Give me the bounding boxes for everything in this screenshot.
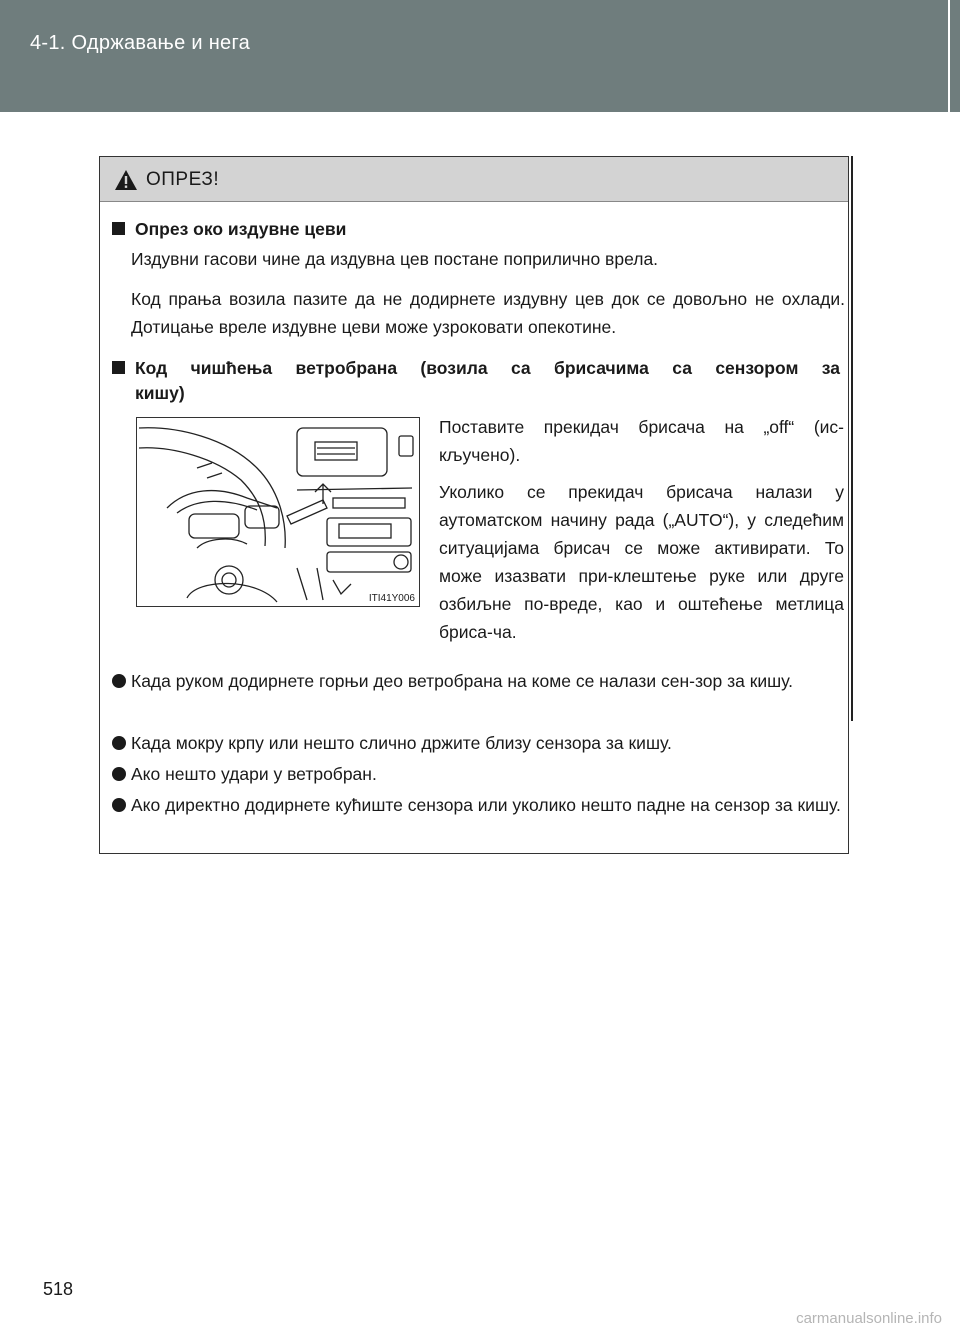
caution-header <box>100 157 848 202</box>
watermark: carmanualsonline.info <box>796 1310 942 1327</box>
round-bullet-icon <box>112 674 126 688</box>
round-bullet-icon <box>112 798 126 812</box>
chapter-title: 4-1. Одржавање и нега <box>30 32 251 54</box>
section-heading-exhaust: Опрез око издувне цеви <box>112 219 346 240</box>
bullet-item: Ако нешто удари у ветробран. <box>112 760 845 788</box>
steering-wheel-diagram <box>137 418 419 606</box>
page-number: 518 <box>43 1279 74 1299</box>
caution-label: ОПРЕЗ! <box>146 169 220 190</box>
warning-triangle-icon <box>114 169 138 191</box>
chapter-tab <box>948 0 960 112</box>
wiper-switch-illustration <box>136 417 420 607</box>
bullet-item: Када мокру крпу или нешто слично држите близу сензора за кишу. <box>112 729 845 757</box>
exhaust-paragraph-1: Издувни гасови чине да издувна цев постане поприлично врела. <box>131 249 659 269</box>
figure-code: ITI41Y006 <box>368 593 415 604</box>
margin-rule <box>851 156 853 721</box>
square-bullet-icon <box>112 361 125 374</box>
windshield-paragraph-1: Поставите прекидач брисача на „off“ (ис-кључено). <box>439 417 844 465</box>
caution-box <box>99 156 849 854</box>
bullet-item: Ако директно додирнете кућиште сензора или уколико нешто падне на сензор за кишу. <box>112 791 845 819</box>
windshield-paragraph-2: Уколико се прекидач брисача налази у аутоматском начину рада („AUTO“), у следећим ситуацијама брисач се може активирати. То може изазвати при-клештење руке или друге озбиљне по-вреде, као и оштећење метлица бриса-ча. <box>439 482 844 642</box>
square-bullet-icon <box>112 222 125 235</box>
chapter-header <box>0 0 948 112</box>
section-heading-windshield: Код чишћења ветробрана (возила са брисачима са сензором за кишу) <box>112 358 840 404</box>
round-bullet-icon <box>112 767 126 781</box>
exhaust-paragraph-2: Код прања возила пазите да не додирнете издувну цев док се довољно не охлади. Дотицање вреле издувне цеви може узроковати опекотине. <box>131 289 845 337</box>
round-bullet-icon <box>112 736 126 750</box>
bullet-item: Када руком додирнете горњи део ветробрана на коме се налази сен-зор за кишу. <box>112 667 845 695</box>
